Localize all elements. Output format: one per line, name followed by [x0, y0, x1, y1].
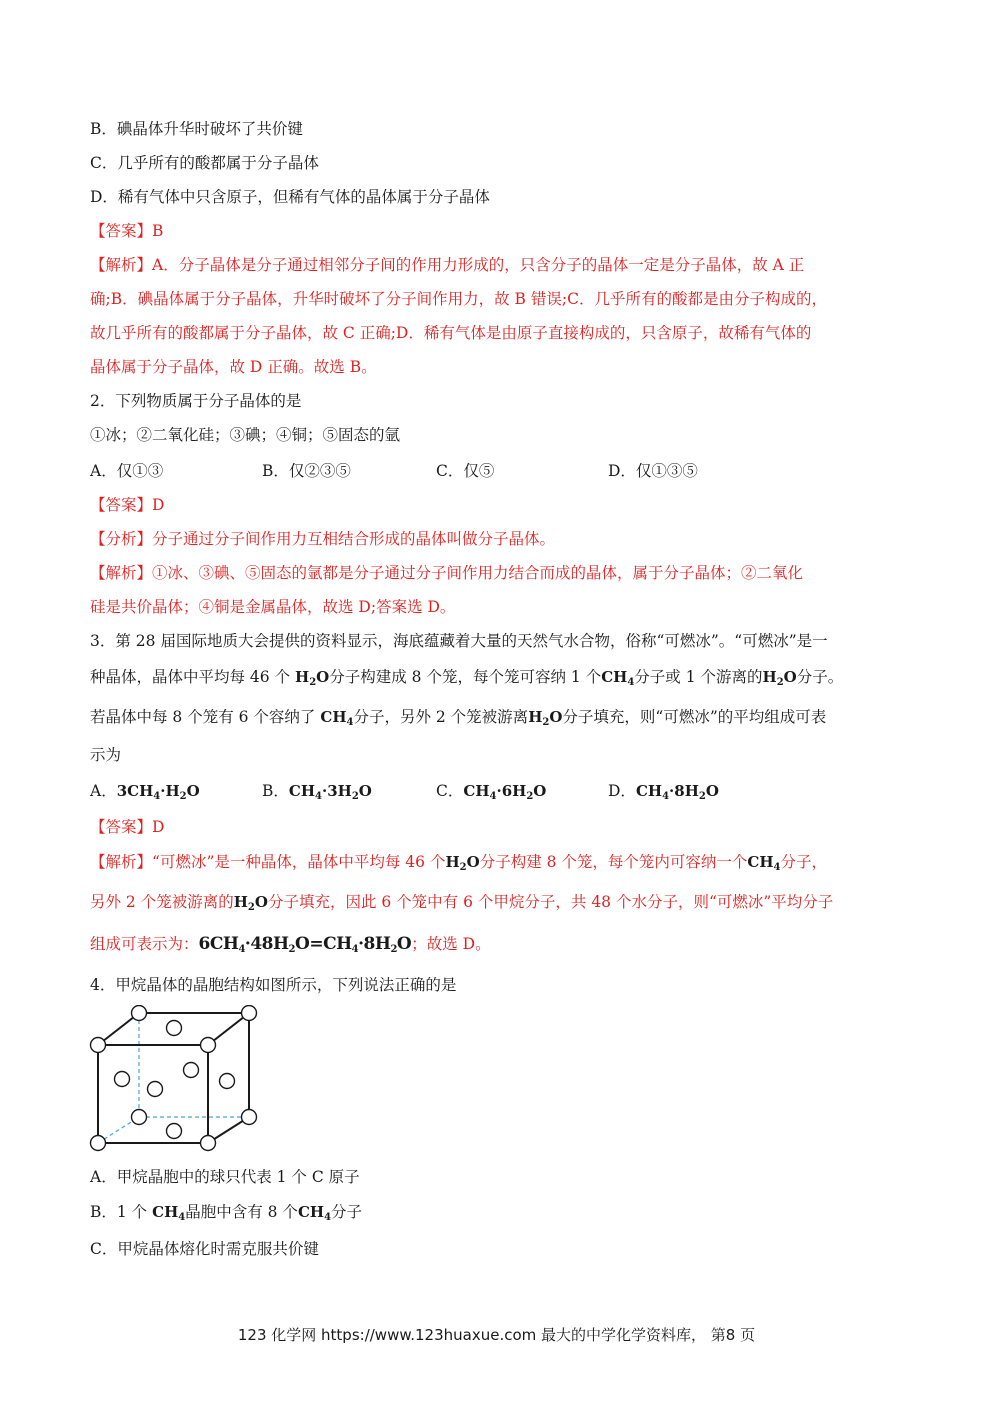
q3-analysis-line: 另外 2 个笼被游离的$H_2O$分子填充，因此 6 个笼中有 6 个甲烷分子，共 48 个水分子，则“可燃冰”平均分子 [90, 893, 834, 913]
q4-option-b: B．1 个 $CH_4$晶胞中含有 8 个$CH_4$分子 [90, 1203, 363, 1223]
q3-stem-line: 示为 [90, 746, 122, 764]
q1-option-c: C．几乎所有的酸都属于分子晶体 [90, 154, 319, 172]
q3-stem-line: 若晶体中每 8 个笼有 6 个容纳了 $CH_4$分子，另外 2 个笼被游离$H_2O$分子填充，则“可燃冰”的平均组成可表 [90, 708, 827, 728]
analysis-tag: 【解析】 [90, 853, 153, 871]
formula-ch4: $CH_4$ [320, 708, 354, 728]
q1-analysis-line: 【解析】A．分子晶体是分子通过相邻分子间的作用力形成的，只含分子的晶体一定是分子晶体，故 A 正 [90, 256, 805, 274]
answer-value: D [152, 496, 165, 514]
formula-h2o: $H_2O$ [233, 893, 268, 913]
q3-stem-line: 3．第 28 届国际地质大会提供的资料显示，海底蕴藏着大量的天然气水合物，俗称“可燃冰”。“可燃冰”是一 [90, 632, 828, 650]
q1-analysis-line: 确;B．碘晶体属于分子晶体，升华时破坏了分子间作用力，故 B 错误;C．几乎所有的酸都是由分子构成的， [90, 290, 827, 308]
formula-ch4: $CH_4$ [297, 1203, 332, 1223]
q2-stem: 2．下列物质属于分子晶体的是 [90, 392, 302, 410]
q3-option-b: B．$CH_4\cdot 3H_2O$ [262, 782, 372, 802]
q2-option-c: C．仅⑤ [436, 462, 495, 480]
q2-option-b: B．仅②③⑤ [262, 462, 351, 480]
q4-option-a: A．甲烷晶胞中的球只代表 1 个 C 原子 [90, 1168, 360, 1186]
fenxi-tag: 【分析】 [90, 530, 153, 548]
q1-answer [90, 220, 163, 242]
q2-analysis-line: 硅是共价晶体；④铜是金属晶体，故选 D;答案选 D。 [90, 598, 456, 616]
q2-option-a: A．仅①③ [90, 462, 164, 480]
answer-tag: 【答案】 [90, 222, 153, 240]
q3-analysis-line: 【解析】“可燃冰”是一种晶体，晶体中平均每 46 个$H_2O$分子构建 8 个笼，每个笼内可容纳一个$CH_4$分子， [90, 853, 828, 873]
answer-value: B [152, 222, 164, 240]
answer-tag: 【答案】 [90, 818, 153, 836]
q3-option-a: A．$3CH_4\cdot H_2O$ [90, 782, 200, 802]
q1-option-d: D．稀有气体中只含原子，但稀有气体的晶体属于分子晶体 [90, 188, 490, 206]
formula-h2o: $H_2O$ [762, 668, 797, 688]
q1-analysis-line: 故几乎所有的酸都属于分子晶体，故 C 正确;D．稀有气体是由原子直接构成的，只含原子，故稀有气体的 [90, 324, 812, 342]
q2-option-d: D．仅①③⑤ [608, 462, 698, 480]
formula-ch4: $CH_4$ [601, 668, 635, 688]
formula-h2o: $H_2O$ [295, 668, 330, 688]
formula-equation: $6CH_4\cdot 48H_2O=CH_4\cdot 8H_2O$ [198, 934, 412, 955]
q3-option-d: D．$CH_4\cdot 8H_2O$ [608, 782, 719, 802]
answer-tag: 【答案】 [90, 496, 153, 514]
formula-ch4: $CH_4$ [747, 853, 781, 873]
q3-analysis-line: 组成可表示为：$6CH_4\cdot 48H_2O=CH_4\cdot 8H_2O$；故选 D。 [90, 934, 491, 955]
q4-stem: 4．甲烷晶体的晶胞结构如图所示，下列说法正确的是 [90, 976, 457, 994]
q2-answer [90, 494, 164, 516]
q1-option-b: B．碘晶体升华时破坏了共价键 [90, 120, 303, 138]
q1-analysis-line: 晶体属于分子晶体，故 D 正确。故选 B。 [90, 358, 377, 376]
formula-h2o: $H_2O$ [528, 708, 563, 728]
q3-answer [90, 816, 164, 838]
q2-items: ①冰；②二氧化硅；③碘；④铜；⑤固态的氩 [90, 426, 401, 444]
answer-value: D [152, 818, 165, 836]
formula-ch4: $CH_4$ [152, 1203, 186, 1223]
page-footer: 123 化学网 https://www.123huaxue.com 最大的中学化学资料库， 第8 页 [237, 1326, 756, 1344]
analysis-tag: 【解析】 [90, 256, 153, 274]
methane-unit-cell-diagram [86, 1005, 276, 1160]
q3-option-c: C．$CH_4\cdot 6H_2O$ [436, 782, 547, 802]
analysis-tag: 【解析】 [90, 564, 153, 582]
formula-h2o: $H_2O$ [445, 853, 480, 873]
q4-option-c: C．甲烷晶体熔化时需克服共价键 [90, 1240, 319, 1258]
q2-fenxi: 【分析】分子通过分子间作用力互相结合形成的晶体叫做分子晶体。 [90, 530, 556, 548]
q2-analysis-line: 【解析】①冰、③碘、⑤固态的氩都是分子通过分子间作用力结合而成的晶体，属于分子晶体；②二氧化 [90, 564, 804, 582]
q3-stem-line: 种晶体，晶体中平均每 46 个 $H_2O$分子构建成 8 个笼，每个笼可容纳 1 个$CH_4$分子或 1 个游离的$H_2O$分子。 [90, 668, 844, 688]
